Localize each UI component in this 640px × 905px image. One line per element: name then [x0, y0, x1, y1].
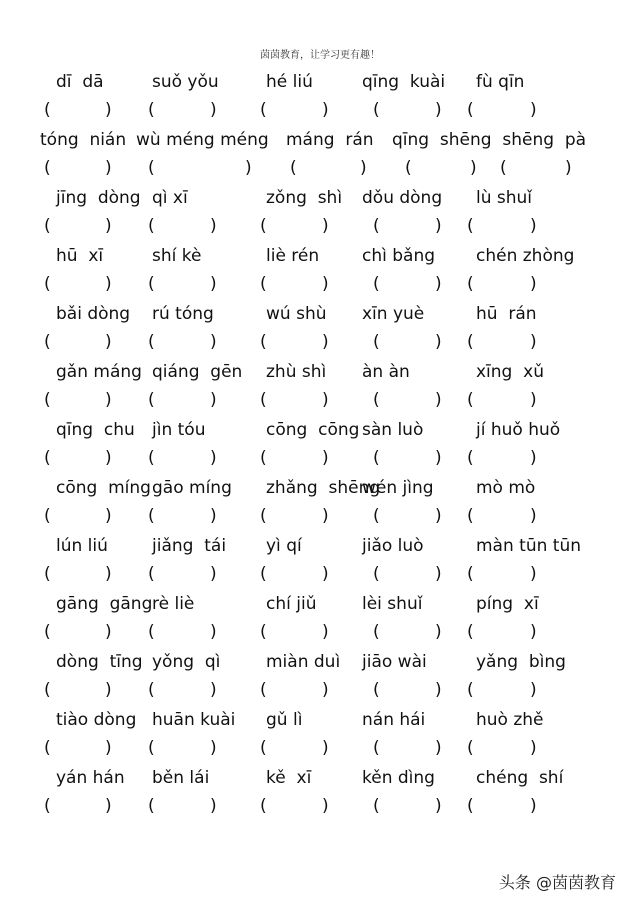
answer-bracket-close: ) [530, 390, 537, 410]
pinyin-word: jiāo wài [362, 652, 427, 672]
pinyin-word: huò zhě [476, 710, 544, 730]
pinyin-word: xīn yuè [362, 304, 425, 324]
answer-bracket-open: ( [373, 564, 380, 584]
answer-bracket-open: ( [260, 274, 267, 294]
pinyin-row [0, 592, 640, 616]
pinyin-word: zhù shì [266, 362, 327, 382]
answer-bracket-close: ) [322, 622, 329, 642]
answer-bracket-open: ( [467, 100, 474, 120]
pinyin-word: chéng shí [476, 768, 564, 788]
answer-bracket-close: ) [322, 796, 329, 816]
answer-bracket-close: ) [210, 100, 217, 120]
pinyin-word: tiào dòng [56, 710, 137, 730]
pinyin-row [0, 766, 640, 790]
answer-row [0, 562, 640, 586]
answer-bracket-open: ( [44, 274, 51, 294]
answer-bracket-open: ( [373, 738, 380, 758]
pinyin-word: píng xī [476, 594, 539, 614]
answer-bracket-open: ( [260, 390, 267, 410]
answer-row [0, 214, 640, 238]
pinyin-row [0, 534, 640, 558]
pinyin-word: hé liú [266, 72, 313, 92]
answer-bracket-open: ( [148, 100, 155, 120]
pinyin-row [0, 186, 640, 210]
answer-bracket-open: ( [260, 448, 267, 468]
pinyin-word: fù qīn [476, 72, 525, 92]
answer-bracket-open: ( [373, 796, 380, 816]
answer-bracket-open: ( [467, 274, 474, 294]
answer-bracket-open: ( [44, 100, 51, 120]
answer-bracket-open: ( [405, 158, 412, 178]
answer-bracket-close: ) [105, 796, 112, 816]
answer-bracket-close: ) [435, 274, 442, 294]
answer-bracket-open: ( [500, 158, 507, 178]
pinyin-word: dī dā [56, 72, 104, 92]
answer-bracket-close: ) [245, 158, 252, 178]
pinyin-word: qiáng gēn [152, 362, 243, 382]
pinyin-word: kě xī [266, 768, 312, 788]
answer-bracket-close: ) [210, 738, 217, 758]
answer-bracket-close: ) [435, 622, 442, 642]
answer-bracket-open: ( [467, 796, 474, 816]
pinyin-row [0, 244, 640, 268]
answer-bracket-close: ) [322, 680, 329, 700]
answer-bracket-open: ( [467, 622, 474, 642]
pinyin-word: miàn duì [266, 652, 341, 672]
answer-bracket-close: ) [210, 274, 217, 294]
pinyin-word: dòng tīng [56, 652, 143, 672]
answer-bracket-close: ) [435, 506, 442, 526]
pinyin-row [0, 708, 640, 732]
answer-row [0, 330, 640, 354]
answer-row [0, 388, 640, 412]
pinyin-word: gǎn máng [56, 362, 142, 382]
answer-bracket-close: ) [530, 100, 537, 120]
pinyin-word: dǒu dòng [362, 188, 443, 208]
answer-row [0, 156, 640, 180]
answer-bracket-close: ) [530, 448, 537, 468]
answer-bracket-open: ( [148, 158, 155, 178]
answer-bracket-open: ( [260, 680, 267, 700]
answer-row [0, 98, 640, 122]
answer-bracket-open: ( [148, 506, 155, 526]
pinyin-word: chí jiǔ [266, 594, 317, 614]
answer-bracket-close: ) [530, 332, 537, 352]
answer-bracket-open: ( [467, 332, 474, 352]
answer-bracket-close: ) [322, 274, 329, 294]
pinyin-row [0, 360, 640, 384]
pinyin-word: kěn dìng [362, 768, 435, 788]
answer-bracket-open: ( [148, 274, 155, 294]
pinyin-word: hū rán [476, 304, 537, 324]
answer-bracket-open: ( [148, 680, 155, 700]
answer-bracket-close: ) [105, 506, 112, 526]
pinyin-row [0, 70, 640, 94]
answer-bracket-open: ( [148, 796, 155, 816]
answer-bracket-close: ) [105, 680, 112, 700]
answer-row [0, 678, 640, 702]
answer-bracket-close: ) [210, 506, 217, 526]
answer-bracket-close: ) [530, 680, 537, 700]
answer-bracket-open: ( [44, 680, 51, 700]
answer-bracket-open: ( [260, 796, 267, 816]
pinyin-word: qì xī [152, 188, 188, 208]
answer-bracket-open: ( [373, 680, 380, 700]
answer-row [0, 794, 640, 818]
answer-bracket-close: ) [435, 796, 442, 816]
answer-bracket-close: ) [322, 506, 329, 526]
answer-bracket-close: ) [210, 332, 217, 352]
answer-bracket-open: ( [373, 622, 380, 642]
pinyin-word: qīng shēng shēng pà [392, 130, 587, 150]
answer-bracket-open: ( [148, 738, 155, 758]
answer-bracket-close: ) [105, 274, 112, 294]
answer-bracket-open: ( [44, 506, 51, 526]
answer-bracket-open: ( [260, 506, 267, 526]
answer-bracket-close: ) [210, 390, 217, 410]
answer-bracket-open: ( [44, 796, 51, 816]
answer-row [0, 620, 640, 644]
answer-bracket-open: ( [260, 216, 267, 236]
pinyin-word: wén jìng [362, 478, 434, 498]
pinyin-word: màn tūn tūn [476, 536, 581, 556]
pinyin-word: liè rén [266, 246, 320, 266]
answer-bracket-open: ( [373, 274, 380, 294]
answer-bracket-close: ) [322, 564, 329, 584]
answer-bracket-open: ( [373, 216, 380, 236]
answer-bracket-open: ( [290, 158, 297, 178]
pinyin-row [0, 418, 640, 442]
answer-row [0, 504, 640, 528]
answer-bracket-open: ( [467, 506, 474, 526]
page-header: 茵茵教育，让学习更有趣！ [260, 50, 380, 61]
pinyin-word: běn lái [152, 768, 210, 788]
answer-bracket-close: ) [322, 216, 329, 236]
answer-row [0, 272, 640, 296]
pinyin-word: yǎng bìng [476, 652, 566, 672]
pinyin-word: chén zhòng [476, 246, 575, 266]
answer-bracket-close: ) [210, 622, 217, 642]
pinyin-row [0, 650, 640, 674]
answer-bracket-open: ( [44, 564, 51, 584]
answer-bracket-close: ) [322, 332, 329, 352]
answer-bracket-open: ( [44, 216, 51, 236]
pinyin-word: máng rán [286, 130, 374, 150]
answer-bracket-close: ) [565, 158, 572, 178]
answer-bracket-close: ) [435, 564, 442, 584]
pinyin-word: yán hán [56, 768, 125, 788]
answer-bracket-close: ) [210, 796, 217, 816]
pinyin-word: mò mò [476, 478, 536, 498]
answer-bracket-open: ( [373, 448, 380, 468]
answer-bracket-close: ) [322, 390, 329, 410]
pinyin-row [0, 302, 640, 326]
answer-bracket-open: ( [44, 158, 51, 178]
answer-bracket-close: ) [105, 100, 112, 120]
pinyin-word: hū xī [56, 246, 104, 266]
answer-bracket-close: ) [435, 332, 442, 352]
answer-bracket-open: ( [467, 738, 474, 758]
answer-bracket-close: ) [210, 216, 217, 236]
answer-bracket-close: ) [322, 448, 329, 468]
answer-bracket-open: ( [44, 448, 51, 468]
pinyin-word: yì qí [266, 536, 302, 556]
answer-row [0, 736, 640, 760]
answer-bracket-open: ( [467, 448, 474, 468]
pinyin-word: wù méng méng [136, 130, 269, 150]
answer-bracket-close: ) [435, 680, 442, 700]
answer-bracket-close: ) [435, 100, 442, 120]
answer-bracket-close: ) [105, 390, 112, 410]
answer-bracket-close: ) [435, 390, 442, 410]
answer-bracket-open: ( [148, 564, 155, 584]
watermark: 头条 @茵茵教育 [498, 873, 616, 892]
pinyin-word: xīng xǔ [476, 362, 544, 382]
answer-bracket-open: ( [260, 564, 267, 584]
answer-bracket-open: ( [44, 622, 51, 642]
answer-bracket-close: ) [435, 448, 442, 468]
answer-row [0, 446, 640, 470]
answer-bracket-close: ) [435, 738, 442, 758]
pinyin-word: bǎi dòng [56, 304, 131, 324]
answer-bracket-close: ) [105, 564, 112, 584]
pinyin-word: rè liè [152, 594, 195, 614]
answer-bracket-open: ( [148, 448, 155, 468]
answer-bracket-close: ) [435, 216, 442, 236]
answer-bracket-open: ( [148, 216, 155, 236]
answer-bracket-close: ) [530, 216, 537, 236]
answer-bracket-close: ) [105, 158, 112, 178]
pinyin-word: zǒng shì [266, 188, 343, 208]
pinyin-word: àn àn [362, 362, 410, 382]
answer-bracket-open: ( [467, 564, 474, 584]
pinyin-word: suǒ yǒu [152, 72, 219, 92]
answer-bracket-open: ( [260, 332, 267, 352]
pinyin-word: jiǎng tái [152, 536, 227, 556]
answer-bracket-open: ( [148, 332, 155, 352]
answer-bracket-open: ( [260, 100, 267, 120]
answer-bracket-close: ) [105, 448, 112, 468]
answer-bracket-open: ( [260, 622, 267, 642]
answer-bracket-open: ( [467, 216, 474, 236]
answer-bracket-close: ) [322, 100, 329, 120]
pinyin-word: wú shù [266, 304, 327, 324]
pinyin-word: lù shuǐ [476, 188, 533, 208]
answer-bracket-open: ( [467, 680, 474, 700]
answer-bracket-open: ( [44, 390, 51, 410]
pinyin-word: lún liú [56, 536, 108, 556]
pinyin-word: qīng chu [56, 420, 135, 440]
answer-bracket-open: ( [373, 332, 380, 352]
answer-bracket-open: ( [373, 506, 380, 526]
answer-bracket-close: ) [105, 622, 112, 642]
answer-bracket-close: ) [210, 448, 217, 468]
answer-bracket-open: ( [260, 738, 267, 758]
pinyin-word: cōng míng [56, 478, 151, 498]
pinyin-word: jí huǒ huǒ [476, 420, 561, 440]
answer-bracket-close: ) [210, 680, 217, 700]
answer-bracket-close: ) [530, 506, 537, 526]
pinyin-word: shí kè [152, 246, 202, 266]
answer-bracket-close: ) [470, 158, 477, 178]
answer-bracket-close: ) [105, 738, 112, 758]
pinyin-word: lèi shuǐ [362, 594, 423, 614]
answer-bracket-close: ) [105, 332, 112, 352]
pinyin-word: rú tóng [152, 304, 214, 324]
answer-bracket-open: ( [148, 622, 155, 642]
pinyin-word: qīng kuài [362, 72, 446, 92]
answer-bracket-close: ) [530, 274, 537, 294]
pinyin-word: huān kuài [152, 710, 236, 730]
answer-bracket-open: ( [373, 390, 380, 410]
answer-bracket-close: ) [322, 738, 329, 758]
pinyin-row [0, 128, 640, 152]
pinyin-word: chì bǎng [362, 246, 436, 266]
answer-bracket-close: ) [530, 622, 537, 642]
answer-bracket-close: ) [530, 738, 537, 758]
pinyin-word: tóng nián [40, 130, 127, 150]
pinyin-word: cōng cōng [266, 420, 360, 440]
answer-bracket-open: ( [148, 390, 155, 410]
pinyin-word: zhǎng shēng [266, 478, 381, 498]
pinyin-word: gāo míng [152, 478, 232, 498]
answer-bracket-open: ( [373, 100, 380, 120]
pinyin-word: gǔ lì [266, 710, 303, 730]
answer-bracket-close: ) [360, 158, 367, 178]
answer-bracket-close: ) [210, 564, 217, 584]
answer-bracket-open: ( [44, 332, 51, 352]
pinyin-word: jìn tóu [152, 420, 206, 440]
answer-bracket-open: ( [467, 390, 474, 410]
pinyin-word: jīng dòng [56, 188, 141, 208]
pinyin-row [0, 476, 640, 500]
pinyin-word: sàn luò [362, 420, 424, 440]
answer-bracket-close: ) [105, 216, 112, 236]
answer-bracket-close: ) [530, 796, 537, 816]
answer-bracket-open: ( [44, 738, 51, 758]
pinyin-word: gāng gāng [56, 594, 153, 614]
answer-bracket-close: ) [530, 564, 537, 584]
pinyin-word: jiǎo luò [362, 536, 424, 556]
pinyin-word: yǒng qì [152, 652, 221, 672]
pinyin-word: nán hái [362, 710, 426, 730]
